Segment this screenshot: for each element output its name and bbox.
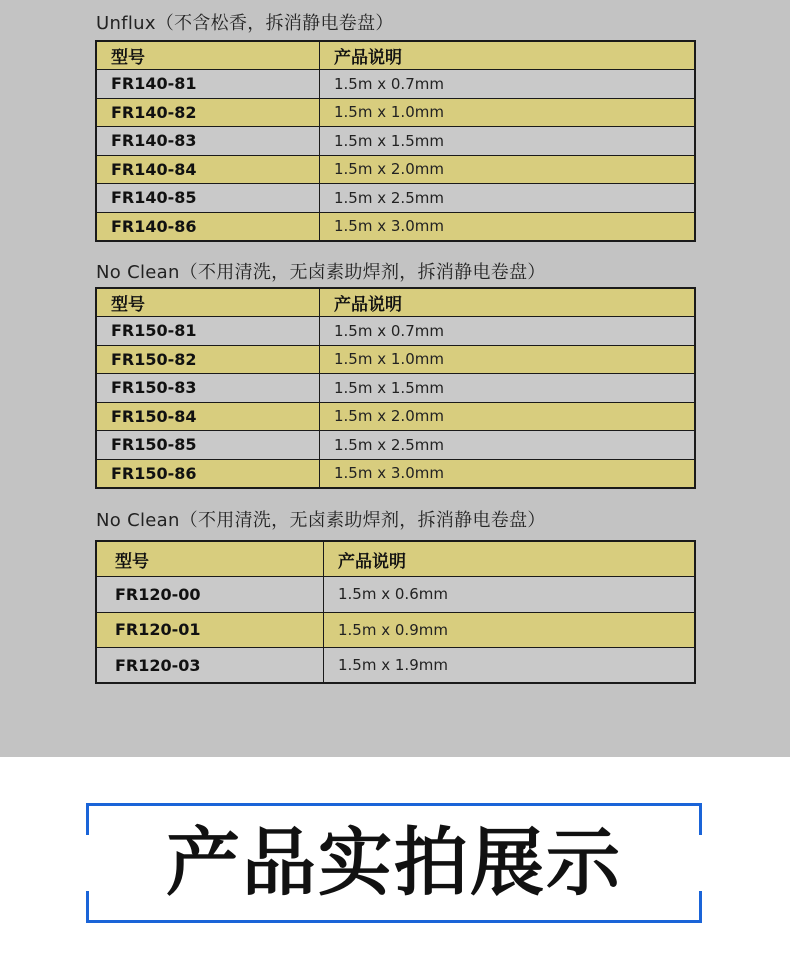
description-cell: 1.5m x 2.5mm xyxy=(320,184,696,213)
header-description: 产品说明 xyxy=(324,541,696,577)
section-title-no-clean-2: No Clean（不用清洗，无卤素助焊剂，拆消静电卷盘） xyxy=(96,510,546,531)
description-cell: 1.5m x 2.0mm xyxy=(320,402,696,431)
section-title-unflux: Unflux（不含松香，拆消静电卷盘） xyxy=(96,13,394,34)
model-cell: FR140-86 xyxy=(96,212,320,241)
model-cell: FR140-82 xyxy=(96,98,320,127)
description-cell: 1.5m x 3.0mm xyxy=(320,212,696,241)
table-row xyxy=(96,212,695,241)
table-row xyxy=(96,345,695,374)
model-cell: FR150-82 xyxy=(96,345,320,374)
showcase-title: 产品实拍展示 xyxy=(166,820,622,906)
model-cell: FR150-85 xyxy=(96,431,320,460)
model-cell: FR150-84 xyxy=(96,402,320,431)
table-row xyxy=(96,577,695,613)
header-description: 产品说明 xyxy=(320,288,696,317)
header-model: 型号 xyxy=(96,541,324,577)
table-header-row xyxy=(96,41,695,70)
description-cell: 1.5m x 1.0mm xyxy=(320,345,696,374)
table-row xyxy=(96,70,695,99)
table-row xyxy=(96,317,695,346)
description-cell: 1.5m x 1.5mm xyxy=(320,374,696,403)
description-cell: 1.5m x 3.0mm xyxy=(320,459,696,488)
description-cell: 1.5m x 1.9mm xyxy=(324,648,696,684)
table-header-row xyxy=(96,288,695,317)
description-cell: 1.5m x 1.5mm xyxy=(320,127,696,156)
description-cell: 1.5m x 0.9mm xyxy=(324,612,696,648)
description-cell: 1.5m x 0.7mm xyxy=(320,70,696,99)
description-cell: 1.5m x 2.5mm xyxy=(320,431,696,460)
model-cell: FR120-01 xyxy=(96,612,324,648)
model-cell: FR120-03 xyxy=(96,648,324,684)
description-cell: 1.5m x 0.7mm xyxy=(320,317,696,346)
spec-table-fr150 xyxy=(95,287,696,489)
table-header-row xyxy=(96,541,695,577)
table-row xyxy=(96,155,695,184)
description-cell: 1.5m x 2.0mm xyxy=(320,155,696,184)
model-cell: FR140-85 xyxy=(96,184,320,213)
table-row xyxy=(96,374,695,403)
model-cell: FR150-86 xyxy=(96,459,320,488)
table-row xyxy=(96,431,695,460)
table-row xyxy=(96,648,695,684)
description-cell: 1.5m x 1.0mm xyxy=(320,98,696,127)
section-title-no-clean: No Clean（不用清洗，无卤素助焊剂，拆消静电卷盘） xyxy=(96,262,546,283)
model-cell: FR120-00 xyxy=(96,577,324,613)
model-cell: FR140-84 xyxy=(96,155,320,184)
table-row xyxy=(96,459,695,488)
header-model: 型号 xyxy=(96,41,320,70)
table-row xyxy=(96,98,695,127)
table-row xyxy=(96,127,695,156)
table-row xyxy=(96,184,695,213)
spec-table-fr120 xyxy=(95,540,696,684)
header-description: 产品说明 xyxy=(320,41,696,70)
showcase-banner xyxy=(86,803,702,923)
model-cell: FR150-83 xyxy=(96,374,320,403)
table-row xyxy=(96,612,695,648)
header-model: 型号 xyxy=(96,288,320,317)
description-cell: 1.5m x 0.6mm xyxy=(324,577,696,613)
table-row xyxy=(96,402,695,431)
model-cell: FR150-81 xyxy=(96,317,320,346)
model-cell: FR140-83 xyxy=(96,127,320,156)
spec-table-fr140 xyxy=(95,40,696,242)
model-cell: FR140-81 xyxy=(96,70,320,99)
